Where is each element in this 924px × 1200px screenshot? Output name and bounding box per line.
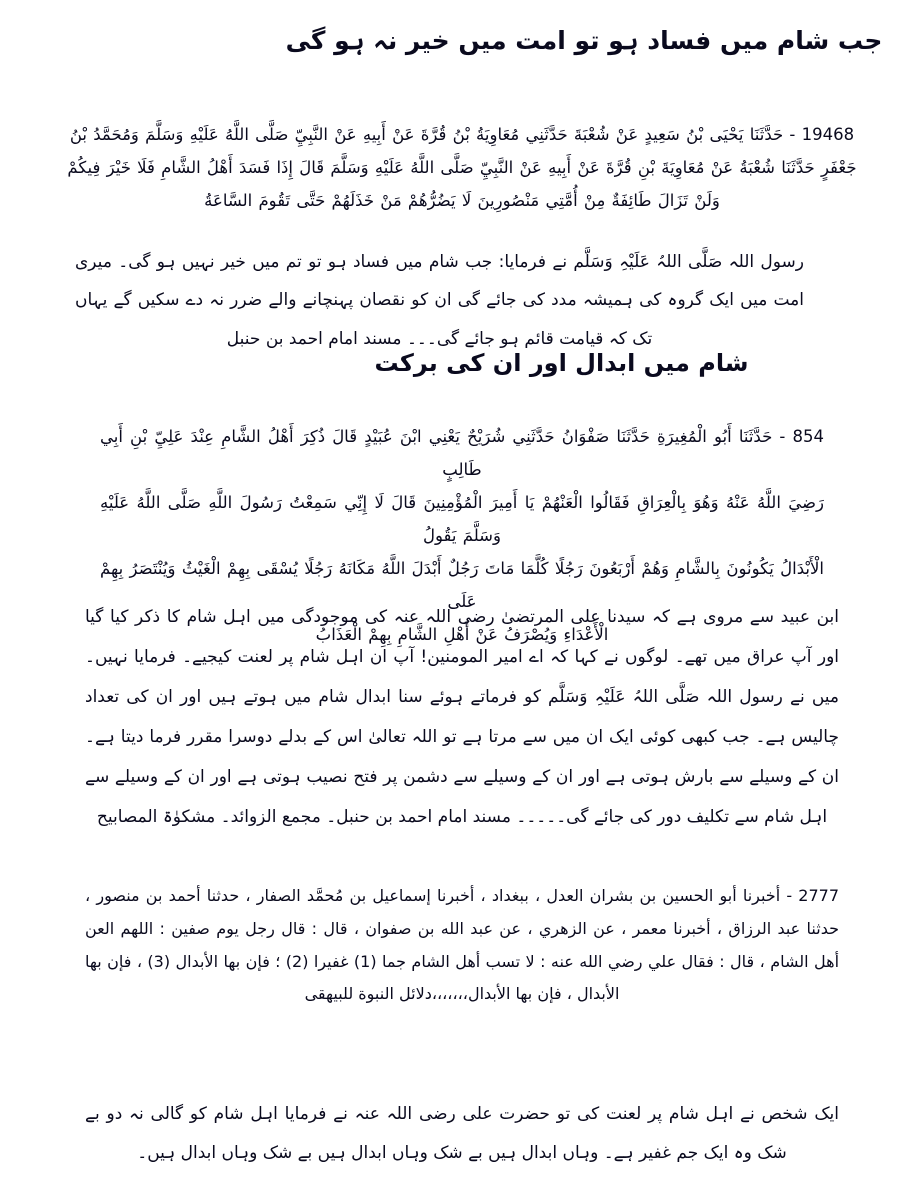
arabic-line: أهل الشام ، قال : فقال علي رضي الله عنه : لا تسب أهل الشام جما (1) غفيرا (2) ؛ فإن بها الأبدال (3) ، فإن بها	[85, 951, 840, 971]
urdu-line: وسیلے سے اہل شام سے تکلیف دور کی جائے گی۔۔۔۔۔ مسند امام احمد بن حنبل۔ مجمع الزوائد۔ مشکوٰۃ المصابیح	[85, 766, 828, 827]
urdu-line: رسول اللہ صَلَّی اللہُ عَلَیْہِ وَسَلَّم نے فرمایا: جب شام میں فساد ہو تو تم میں خیر نہیں ہو گی۔ میری امت میں ایک گروہ کی ہمیشہ مدد کی جائے گی	[75, 252, 804, 311]
arabic-line: الْأَبْدَالُ يَكُونُونَ بِالشَّامِ وَهُمْ أَرْبَعُونَ رَجُلًا كُلَّمَا مَاتَ رَجُلٌ أَبْدَلَ اللَّهُ مَكَانَهُ رَجُلًا يُسْقَى بِهِمْ الْغَيْثُ وَيُنْتَصَرُ بِهِمْ عَلَى	[100, 559, 824, 611]
urdu-line: ابدال ہیں بے شک وہاں ابدال ہیں بے شک وہاں ابدال ہیں۔	[137, 1143, 558, 1164]
urdu-translation-block-854	[85, 598, 839, 838]
arabic-line: 2777 - أخبرنا أبو الحسين بن بشران العدل ، ببغداد ، أخبرنا إسماعيل بن مُحمَّد الصفار ، حدثنا أحمد بن منصور ،	[85, 886, 839, 905]
page-title-heading-1: جب شام میں فساد ہو تو امت میں خیر نہ ہو گی	[285, 26, 883, 55]
arabic-line: 19468 - حَدَّثَنَا يَحْيَى بْنُ سَعِيدٍ عَنْ شُعْبَةَ حَدَّثَنِي مُعَاوِيَةُ بْنُ قُرَّةَ عَنْ أَبِيهِ عَنْ النَّبِيِّ صَلَّى اللَّهُ عَلَيْهِ وَسَلَّمَ وَمُحَمَّدُ بْنُ	[69, 125, 855, 144]
urdu-line: ان کو نقصان پہنچانے والے ضرر نہ دے سکیں گے یہاں تک کہ قیامت قائم ہو جائے گی۔۔۔ مسند امام احمد بن حنبل	[75, 290, 653, 349]
arabic-hadith-block-19468	[55, 118, 869, 217]
arabic-line: 854 - حَدَّثَنَا أَبُو الْمُغِيرَةِ حَدَّثَنَا صَفْوَانُ حَدَّثَنِي شُرَيْحٌ يَعْنِي ابْنَ عُبَيْدٍ قَالَ ذُكِرَ أَهْلُ الشَّامِ عِنْدَ عَلِيِّ بْنِ أَبِي طَالِبٍ	[100, 427, 824, 479]
urdu-translation-block-19468	[75, 243, 804, 358]
urdu-line: ہوئے سنا ابدال شام میں ہوتے ہیں اور ان کی تعداد چالیس ہے۔ جب کبھی کوئی ایک ان میں سے مرتا ہے تو اللہ تعالیٰ اس کے	[85, 686, 839, 747]
section-heading-2: شام میں ابدال اور ان کی برکت	[374, 349, 749, 377]
arabic-line: حدثنا عبد الرزاق ، أخبرنا معمر ، عن الزهري ، عن عبد الله بن صفوان ، قال : قال رجل يوم صفين : اللهم العن	[85, 918, 839, 938]
arabic-hadith-block-2777	[85, 880, 839, 1011]
urdu-line: ایک شخص نے اہل شام پر لعنت کی تو حضرت علی رضی اللہ عنہ نے فرمایا اہل شام کو گالی نہ دو بے شک وہ ایک جم غفیر ہے۔ وہاں	[85, 1104, 839, 1164]
urdu-translation-block-2777	[85, 1095, 839, 1173]
urdu-line: تھے۔ لوگوں نے کہا کہ اے امیر المومنین! آپ ان اہل شام پر لعنت کیجیے۔ فرمایا نہیں۔ میں نے رسول اللہ صَلَّی اللہُ عَلَیْہِ وَسَلَّم کو فرماتے	[85, 646, 839, 707]
urdu-line: بدلے دوسرا مقرر فرما دیتا ہے۔ ان کے وسیلے سے بارش ہوتی ہے اور ان کے وسیلے سے دشمن پر فتح نصیب ہوتی ہے اور ان کے	[85, 726, 840, 787]
arabic-line: الْأَعْدَاءِ وَيُصْرَفُ عَنْ أَهْلِ الشَّامِ بِهِمْ الْعَذَابُ	[315, 625, 609, 644]
arabic-line: جَعْفَرٍ حَدَّثَنَا شُعْبَةُ عَنْ مُعَاوِيَةَ بْنِ قُرَّةَ عَنْ أَبِيهِ عَنْ النَّبِيِّ صَلَّى اللَّهُ عَلَيْهِ وَسَلَّمَ قَالَ إِذَا فَسَدَ أَهْلُ الشَّامِ فَلَا خَيْرَ فِيكُمْ	[67, 158, 857, 177]
arabic-line: الأبدال ، فإن بها الأبدال،،،،،،،دلائل النبوة للبيهقى	[304, 984, 620, 1004]
arabic-line: وَلَنْ تَزَالَ طَائِفَةٌ مِنْ أُمَّتِي مَنْصُورِينَ لَا يَضُرُّهُمْ مَنْ خَذَلَهُمْ حَتَّى تَقُومَ السَّاعَةُ	[204, 191, 720, 210]
urdu-line: ابن عبید سے مروی ہے کہ سیدنا علی المرتضیٰ رضی اللہ عنہ کی موجودگی میں اہل شام کا ذکر کیا گیا اور آپ عراق میں	[85, 607, 840, 667]
arabic-line: رَضِيَ اللَّهُ عَنْهُ وَهُوَ بِالْعِرَاقِ فَقَالُوا الْعَنْهُمْ يَا أَمِيرَ الْمُؤْمِنِينَ قَالَ لَا إِنِّي سَمِعْتُ رَسُولَ اللَّهِ صَلَّى اللَّهُ عَلَيْهِ وَسَلَّمَ يَقُولُ	[100, 493, 824, 545]
